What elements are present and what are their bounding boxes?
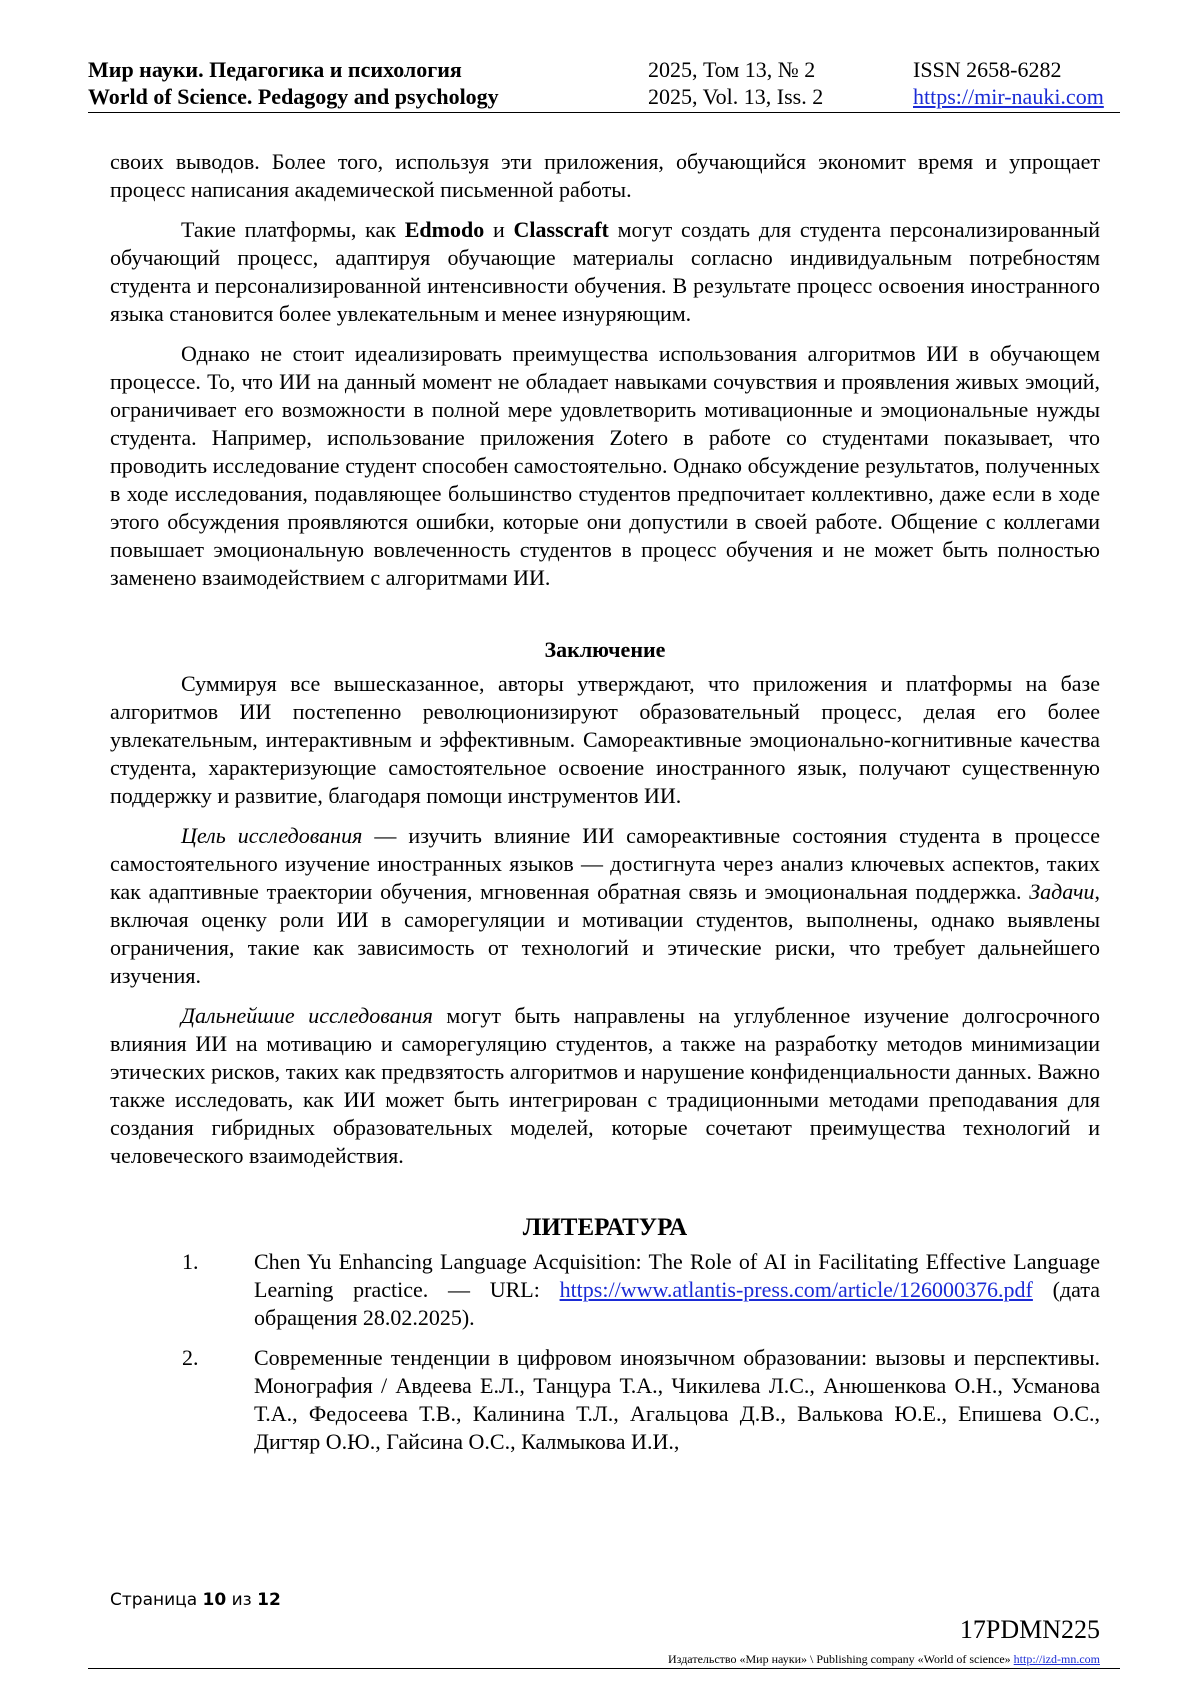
reference-text: Современные тенденции в цифровом иноязычном образовании: вызовы и перспективы. Монография / Авдеева Е.Л., Танцура Т.А., Чикилева Л.С., Анюшенкова О.Н., Усманова Т.А., Федосеева Т.В., Калинина Т.Л., Агальцова Д.В., Валькова Ю.Е., Епишева О.С., Дигтяр О.Ю., Гайсина О.С., Калмыкова И.И.,	[254, 1345, 1100, 1454]
references-heading: ЛИТЕРАТУРА	[522, 1214, 688, 1241]
text-run: могут быть направлены на углубленное изучение долгосрочного влияния ИИ на мотивацию и саморегуляцию студентов, а также на разработку методов минимизации этических рисков, таких как предвзятость алгоритмов и нарушение конфиденциальности данных. Важно также исследовать, как ИИ может быть интегрирован с традиционными методами преподавания для создания гибридных образовательных моделей, которые сочетают преимущества технологий и человеческого взаимодействия.	[110, 1003, 1100, 1168]
page-total: 12	[257, 1590, 281, 1610]
text-run: могут создать для студента персонализированный обучающий процесс, адаптируя обучающие материалы согласно индивидуальным потребностям студента и персонализированной интенсивности обучения. В результате процесс освоения иностранного языка становится более увлекательным и менее изнуряющим.	[110, 217, 1100, 326]
reference-number: 2.	[182, 1345, 199, 1370]
page-of: из	[231, 1590, 252, 1610]
page-label: Страница	[110, 1590, 198, 1610]
volume-en: 2025, Vol. 13, Iss. 2	[648, 84, 824, 109]
reference-number: 1.	[182, 1249, 199, 1274]
publisher-text: Издательство «Мир науки» \ Publishing company «World of science»	[668, 1652, 1011, 1666]
article-body	[110, 148, 1100, 1468]
volume-info	[648, 56, 823, 110]
conclusion-heading: Заключение	[544, 637, 666, 662]
goal-term: Цель исследования	[181, 823, 363, 848]
text-run: — изучить влияние ИИ самореактивные состояния студента в процессе самостоятельного изучение иностранных языков — достигнута через анализ ключевых аспектов, таких как адаптивные траектории обучения, мгновенная обратная связь и эмоциональная поддержка.	[110, 823, 1101, 904]
publisher-line	[668, 1652, 1100, 1667]
conclusion-paragraph-3	[110, 1002, 1100, 1170]
reference-tail: (дата обращения 28.02.2025).	[254, 1277, 1100, 1330]
volume-ru: 2025, Том 13, № 2	[648, 57, 816, 82]
reference-item	[110, 1344, 1100, 1456]
body-paragraph-2	[110, 216, 1100, 328]
footer-rule	[88, 1668, 1120, 1669]
text-run: и	[484, 217, 514, 242]
classcraft-term: Classcraft	[513, 217, 609, 242]
text-run: , включая оценку роли ИИ в саморегуляции и мотивации студентов, выполнены, однако выявлены ограничения, такие как зависимость от технологий и этические риски, что требует дальнейшего изучения.	[110, 879, 1100, 988]
publisher-link[interactable]: http://izd-mn.com	[1013, 1652, 1100, 1666]
conclusion-paragraph-2	[110, 822, 1100, 990]
tasks-term: Задачи	[1029, 879, 1095, 904]
journal-url-link[interactable]: https://mir-nauki.com	[913, 84, 1104, 109]
edmodo-term: Edmodo	[404, 217, 485, 242]
journal-title	[88, 56, 499, 110]
body-paragraph-3: Однако не стоит идеализировать преимущества использования алгоритмов ИИ в обучающем процессе. То, что ИИ на данный момент не обладает навыками сочувствия и проявления живых эмоций, ограничивает его возможности в полной мере удовлетворить мотивационные и эмоциональные нужды студента. Например, использование приложения Zotero в работе со студентами показывает, что проводить исследование студент способен самостоятельно. Однако обсуждение результатов, полученных в ходе исследования, подавляющее большинство студентов предпочитает коллективно, даже если в ходе этого обсуждения проявляются ошибки, которые они допустили в своей работе. Общение с коллегами повышает эмоциональную вовлеченность студентов в процесс обучения и не может быть полностью заменено взаимодействием с алгоритмами ИИ.	[110, 341, 1100, 590]
reference-link[interactable]: https://www.atlantis-press.com/article/126000376.pdf	[559, 1277, 1033, 1302]
journal-title-ru: Мир науки. Педагогика и психология	[88, 57, 462, 82]
page-current: 10	[202, 1590, 227, 1610]
page-counter	[110, 1590, 281, 1610]
reference-text: Chen Yu Enhancing Language Acquisition: The Role of AI in Facilitating Effective Language Learning practice. — URL:	[254, 1249, 1100, 1302]
article-code: 17PDMN225	[959, 1615, 1100, 1644]
issn-block	[913, 56, 1104, 110]
reference-item	[110, 1248, 1100, 1332]
journal-title-en: World of Science. Pedagogy and psychology	[88, 84, 499, 109]
body-paragraph-1: своих выводов. Более того, используя эти приложения, обучающийся экономит время и упрощает процесс написания академической письменной работы.	[110, 149, 1100, 202]
further-research-term: Дальнейшие исследования	[181, 1003, 433, 1028]
text-run: Такие платформы, как	[181, 217, 405, 242]
conclusion-paragraph-1: Суммируя все вышесказанное, авторы утверждают, что приложения и платформы на базе алгоритмов ИИ постепенно революционизируют образовательный процесс, делая его более увлекательным, интерактивным и эффективным. Самореактивные эмоционально-когнитивные качества студента, характеризующие самостоятельное освоение иностранного язык, получают существенную поддержку и развитие, благодаря помощи инструментов ИИ.	[110, 671, 1100, 808]
page-header	[88, 50, 1120, 113]
issn: ISSN 2658-6282	[913, 57, 1062, 82]
